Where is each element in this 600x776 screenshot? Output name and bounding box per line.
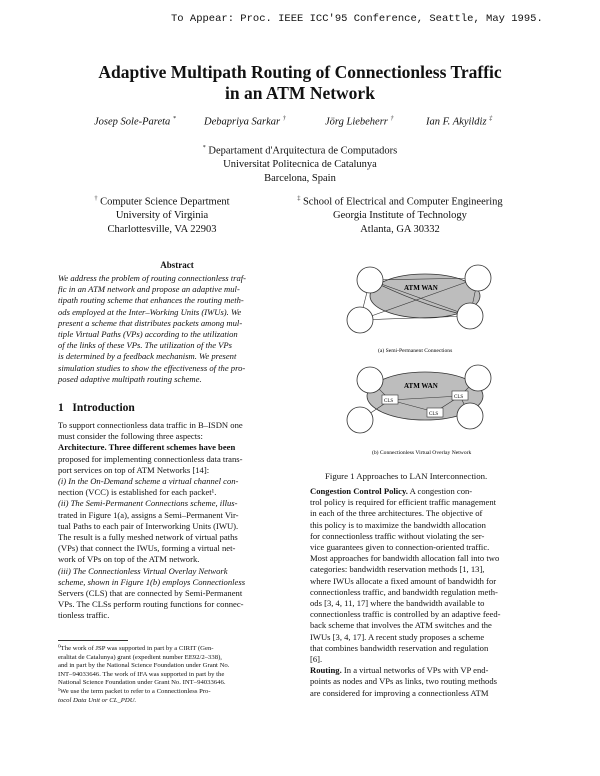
lan-node <box>465 365 491 391</box>
figure-1-diagram <box>330 262 535 462</box>
author-2: Debapriya Sarkar † <box>204 116 286 128</box>
atm-wan-label-a: ATM WAN <box>404 284 438 292</box>
section-heading-introduction: 1 Introduction <box>58 402 135 414</box>
affiliation-virginia: † Computer Science Department University of Virginia Charlottesville, VA 22903 <box>94 196 230 235</box>
atm-wan-label-b: ATM WAN <box>404 382 438 390</box>
lan-node <box>357 367 383 393</box>
abstract-body: We address the problem of routing connectionless traf- fic in an ATM network and propose an adaptive mul- tipath routing scheme that enhances the routing meth- ods employed at the Inter–Working Units (IWUs). We present a scheme that distributes packets among mul- tiple Virtual Paths (VPs) according to the utilization of the links of these VPs. The utilization of the VPs is determined by a feedback mechanism. We present simulation studies to show the effectiveness of the pro- posed adaptive multipath routing scheme. <box>58 273 247 384</box>
author-1: Josep Sole-Pareta * <box>94 116 176 128</box>
cls-label: CLS <box>384 399 394 404</box>
subfigure-b-caption: (b) Connectionless Virtual Overlay Network <box>372 450 472 456</box>
footnotes: ⁰The work of JSP was supported in part by a CIRIT (Gen- eralitat de Catalunya) grant (expedient number EE92/2–338), and in part by the National Science Foundation under Grant No. INT–94033646. The work of IFA was supported in part by the National Science Foundation under Grant No. INT–94033646. ¹We use the term packet to refer to a Connectionless Pro- tocol Data Unit or CL_PDU. <box>58 645 230 704</box>
abstract-heading: Abstract <box>160 260 194 270</box>
figure-1-caption: Figure 1 Approaches to LAN Interconnection. <box>325 471 488 481</box>
conference-header: To Appear: Proc. IEEE ICC'95 Conference, Seattle, May 1995. <box>171 13 543 25</box>
lan-node <box>347 307 373 333</box>
affiliation-barcelona: * Departament d'Arquitectura de Computadors Universitat Politecnica de Catalunya Barcelona, Spain <box>202 145 398 184</box>
introduction-body: To support connectionless data traffic in B–ISDN one must consider the following three aspects: Architecture. Three different schemes have been proposed for implementing connectionless data trans- port services on top of ATM Networks [14]: (i) In the On-Demand scheme a virtual channel con- nection (VCC) is established for each packet¹. (ii) The Semi-Permanent Connections scheme, illus- trated in Figure 1(a), assigns a Semi–Permanent Vir- tual Paths to each pair of Interworking Units (IWU). The result is a fully meshed network of virtual paths (VPs) that connect the IWUs, forming a virtual net- work of VPs on top of the ATM network. (iii) The Connectionless Virtual Overlay Network scheme, shown in Figure 1(b) employs Connectionless Servers (CLS) that are connected by Semi-Permanent VPs. The CLSs perform routing functions for connec- tionless traffic. <box>58 420 246 621</box>
congestion-rest: A congestion con- <box>407 486 473 496</box>
affiliation-georgia: ‡ School of Electrical and Computer Engineering Georgia Institute of Technology Atlanta, GA 30332 <box>297 196 503 235</box>
lan-node <box>457 403 483 429</box>
author-3: Jörg Liebeherr † <box>325 116 394 128</box>
lan-node <box>465 265 491 291</box>
figure-1a <box>347 265 491 354</box>
title-line-1: Adaptive Multipath Routing of Connectionless Traffic <box>98 62 502 82</box>
footnote-rule <box>58 640 128 641</box>
congestion-heading: Congestion Control Policy. <box>310 486 408 496</box>
cls-label: CLS <box>454 395 464 400</box>
cls-label: CLS <box>429 412 439 417</box>
lan-node <box>347 407 373 433</box>
figure-1b <box>347 365 491 456</box>
title-line-2: in an ATM Network <box>225 83 375 103</box>
paper-title <box>0 62 600 104</box>
lan-node <box>457 303 483 329</box>
author-4: Ian F. Akyildiz ‡ <box>426 116 493 128</box>
subfigure-a-caption: (a) Semi-Permanent Connections <box>378 348 453 354</box>
lan-node <box>357 267 383 293</box>
right-column-body: Congestion Control Policy. A congestion con- trol policy is required for efficient traffic management in each of the three architectures. The objective of this policy is to maximize the bandwidth allocation for connectionless traffic without violating the ser- vice guarantees given to connection-oriented traffic. Most approaches for bandwidth allocation fall into two categories: bandwidth reservation methods [1, 13], where IWUs allocate a fixed amount of bandwidth for connectionless traffic, and bandwidth regulation meth- ods [3, 4, 11, 17] where the bandwidth available to connectionless traffic is controlled by an adaptive feed- back scheme that involves the ATM switches and the IWUs [3, 4, 17]. A recent study proposes a scheme that combines bandwidth reservation and regulation [6]. Routing. In a virtual networks of VPs with VP end- points as nodes and VPs as links, two routing methods are considered for improving a connectionless ATM <box>310 486 501 698</box>
